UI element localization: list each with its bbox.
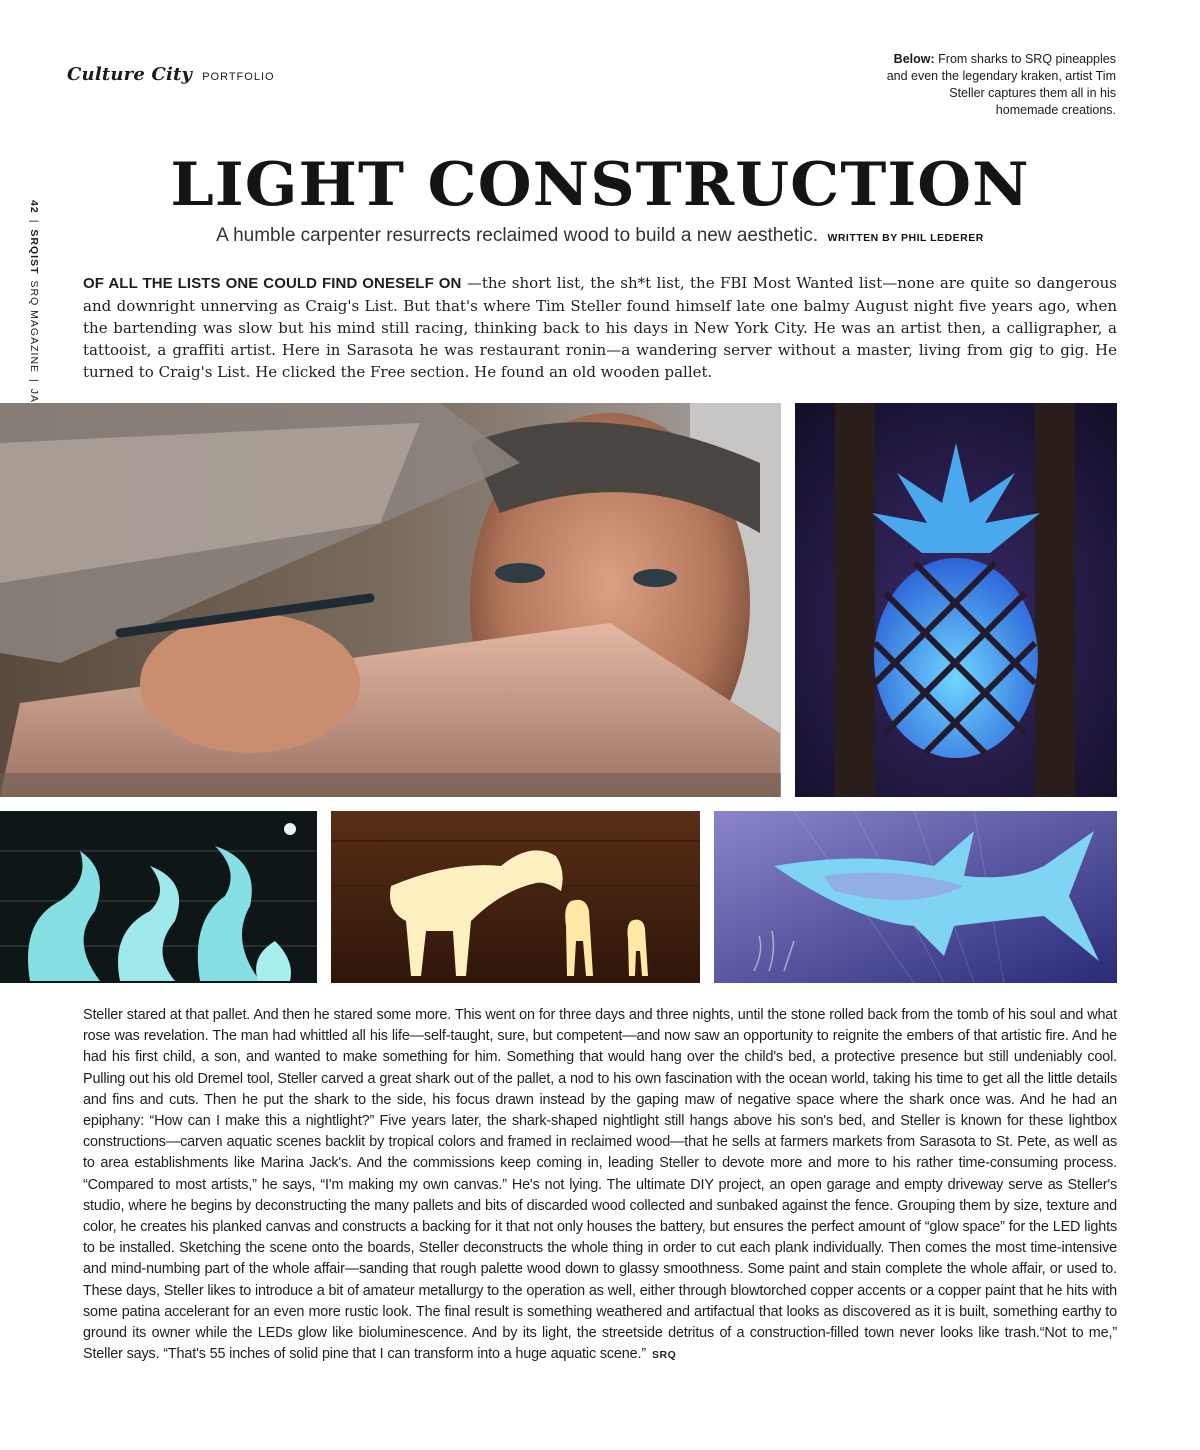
kraken-lightbox-photo [0, 811, 317, 983]
section-subtitle: PORTFOLIO [202, 71, 275, 83]
folio-divider: | [28, 219, 40, 224]
lede-paragraph [83, 272, 1117, 383]
pineapple-lightbox-photo [795, 403, 1117, 797]
end-mark: SRQ [651, 1349, 677, 1362]
shark-lightbox-photo [714, 811, 1117, 983]
dek-text: A humble carpenter resurrects reclaimed wood to build a new aesthetic. [216, 225, 819, 246]
page-number: 42 [28, 200, 40, 214]
giraffe-lightbox-photo [331, 811, 700, 983]
lede-lead-in: OF ALL THE LISTS ONE COULD FIND ONESELF ON [83, 275, 462, 292]
body-paragraph [83, 1005, 1117, 1366]
artist-portrait-photo [0, 403, 781, 797]
caption-lead: Below: [893, 52, 935, 66]
folio-magazine: SRQ MAGAZINE [28, 280, 40, 374]
section-name: Culture City [67, 64, 193, 85]
lede-text: —the short list, the sh*t list, the FBI Most Wanted list—none are quite so dangerous and downright unnerving as Craig's List. But that's where Tim Steller found himself late one balmy August night five years ago, when the bartending was slow but his mind still racing, thinking back to his days in New York City. He was an artist then, a calligrapher, a tattooist, a graffiti artist. Here in Sarasota he was restaurant ronin—a wandering server without a master, living from gig to gig. He turned to Craig's List. He clicked the Free section. He found an old wooden pallet. [83, 274, 1117, 381]
section-header [67, 64, 275, 85]
dek [0, 225, 1200, 247]
photo-caption [886, 51, 1116, 119]
folio-brand: SRQIST [28, 229, 40, 275]
byline: WRITTEN BY PHIL LEDERER [827, 232, 984, 244]
caption-text: From sharks to SRQ pineapples and even the legendary kraken, artist Tim Steller captures them all in his homemade creations. [886, 52, 1116, 117]
folio-divider-2: | [28, 379, 40, 383]
headline: LIGHT CONSTRUCTION [170, 150, 1030, 220]
body-text: Steller stared at that pallet. And then he stared some more. This went on for three days and three nights, until the stone rolled back from the tomb of his soul and what rose was revelation. The man had whittled all his life—self-taught, sure, but competent—and now saw an opportunity to reignite the embers of that artistic fire. And he had his first child, a son, and wanted to make something for him. Something that would hang over the child's bed, a protective presence but still undeniably cool. Pulling out his old Dremel tool, Steller carved a great shark out of the pallet, a nod to his own fascination with the ocean world, taking his time to get all the little details and fins and cuts. Then he put the shark to the side, his focus drawn instead by the gaping maw of negative space where the shark once was. And he had an epiphany: “How can I make this a nightlight?” Five years later, the shark-shaped nightlight still hangs above his son's bed, and Steller is known for these lightbox constructions—carven aquatic scenes backlit by tropical colors and framed in reclaimed wood—that he sells at farmers markets from Sarasota to St. Pete, as well as to area establishments like Marina Jack's. And the commissions keep coming in, leading Steller to devote more and more to his rather time-consuming process. “Compared to most artists,” he says, “I'm making my own canvas.” He's not lying. The ultimate DIY project, an open garage and empty driveway serve as Steller's studio, where he begins by deconstructing the many pallets and bits of discarded wood collected and sunbaked against the fence. Grouping them by size, texture and color, he creates his planked canvas and constructs a backing for it that not only houses the battery, but ensures the perfect amount of “glow space” for the LED lights to be installed. Sketching the scene onto the boards, Steller deconstructs the whole thing in order to cut each plank individually. Then comes the most time-intensive and mind-numbing part of the whole affair—sanding that rough palette wood down to glassy smoothness. Some paint and stain complete the whole affair, or used to. These days, Steller likes to introduce a bit of amateur metallurgy to the operation as well, either through blowtorched copper accents or a copper paint that he hits with some patina accelerant for an even more rustic look. The final result is something weathered and artifactual that looks as discovered as it is built, something earthy to ground its owner while the LEDs glow like bioluminescence. And by its light, the streetside detritus of a construction-filled town never looks like trash.“Not to me,” Steller says. “That's 55 inches of solid pine that I can transform into a huge aquatic scene.” [83, 1007, 1117, 1363]
